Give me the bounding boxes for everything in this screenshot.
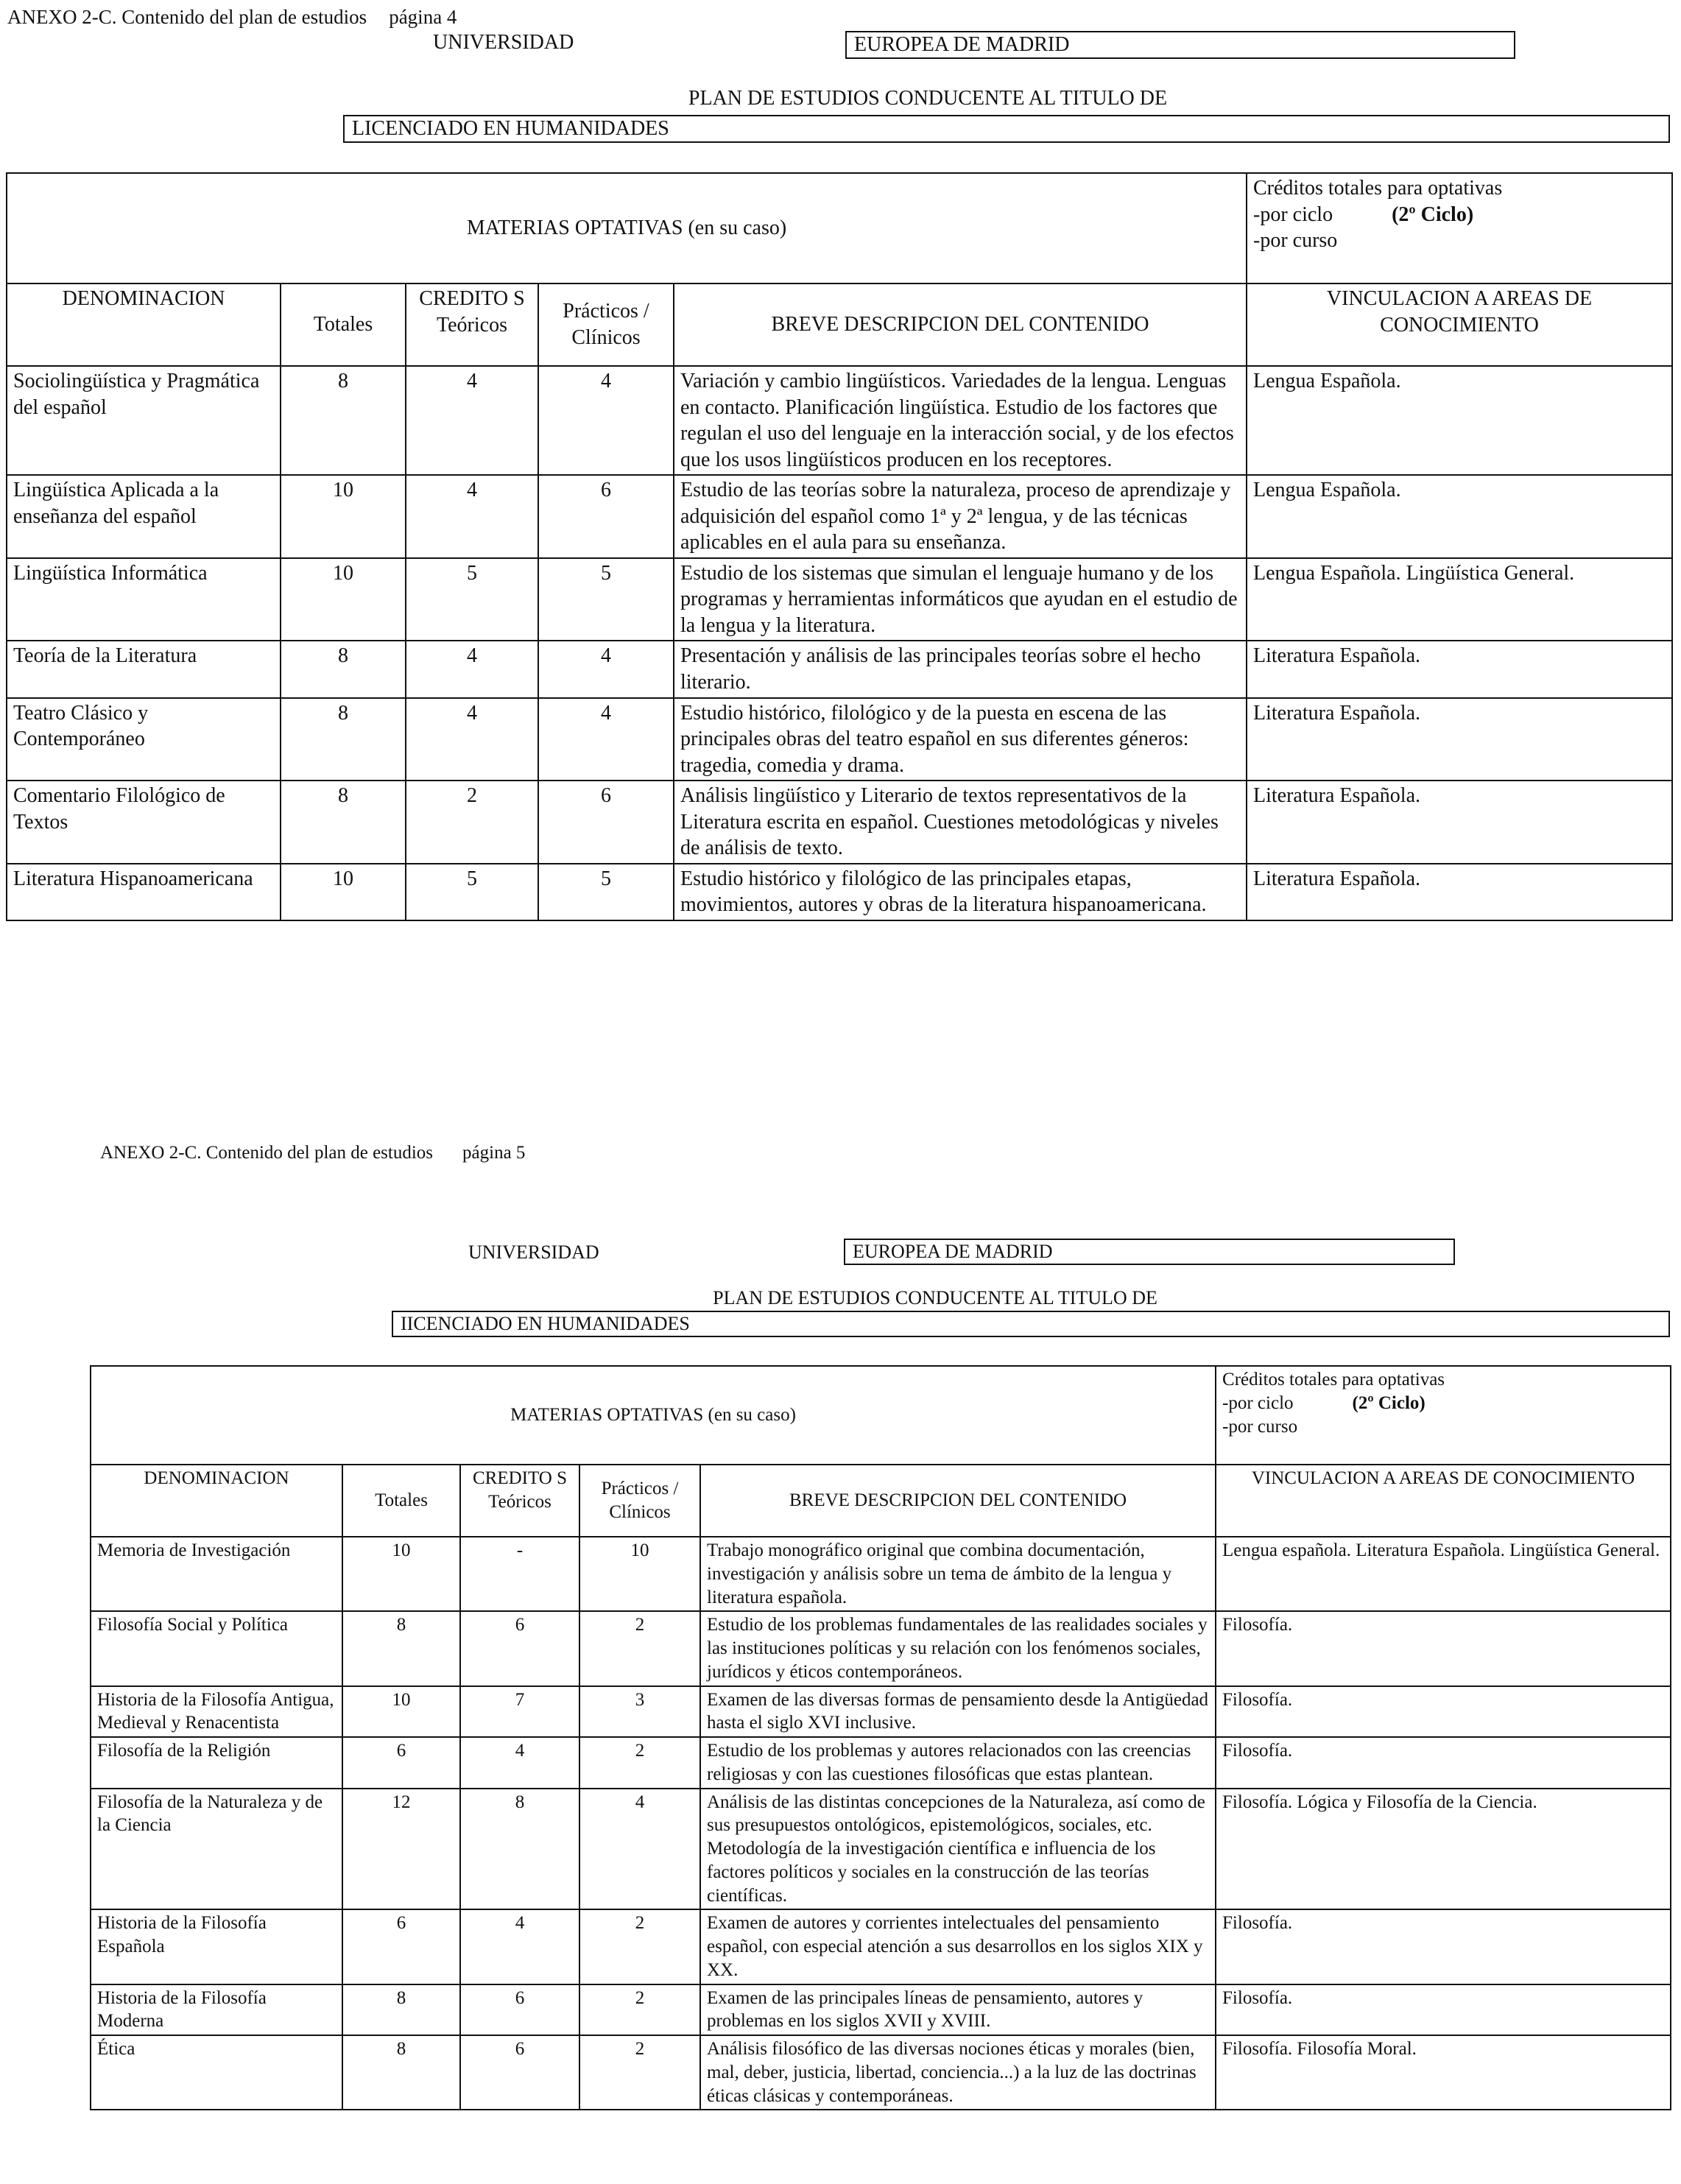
credits-theoretical: 6 — [460, 2035, 579, 2110]
table-row — [91, 1537, 1671, 1611]
credits-practical: 2 — [579, 2035, 700, 2110]
col-descripcion: BREVE DESCRIPCION DEL CONTENIDO — [700, 1465, 1216, 1537]
creditos-totales: Créditos totales para optativas -por ciclo (2º Ciclo) -por curso — [1247, 173, 1672, 283]
col-vinculacion: VINCULACION A AREAS DE CONOCIMIENTO — [1216, 1465, 1671, 1537]
col-denominacion: DENOMINACION — [7, 283, 281, 366]
subject-name: Sociolingüística y Pragmática del español — [7, 366, 281, 475]
credits-total: 10 — [342, 1686, 460, 1738]
table-row — [91, 1737, 1671, 1789]
materias-title: MATERIAS OPTATIVAS (en su caso) — [91, 1366, 1216, 1465]
annex-title: ANEXO 2-C. Contenido del plan de estudios página 5 — [100, 1143, 526, 1163]
subject-name: Filosofía de la Naturaleza y de la Ciencia — [91, 1789, 342, 1910]
subject-description: Examen de autores y corrientes intelectuales del pensamiento español, con especial atención a sus desarrollos en los siglos XIX y XX. — [700, 1909, 1216, 1984]
knowledge-area: Filosofía. — [1216, 1909, 1671, 1984]
knowledge-area: Literatura Española. — [1247, 781, 1672, 864]
materias-title: MATERIAS OPTATIVAS (en su caso) — [7, 173, 1247, 283]
subject-description: Variación y cambio lingüísticos. Variedades de la lengua. Lenguas en contacto. Planificación lingüística. Estudio de los factores que regulan el uso del lenguaje en la interacción social, y de los efectos que los usos lingüísticos producen en los receptores. — [674, 366, 1247, 475]
credits-practical: 6 — [538, 781, 674, 864]
plan-label: PLAN DE ESTUDIOS CONDUCENTE AL TITULO DE — [713, 1287, 1157, 1308]
credits-theoretical: - — [460, 1537, 579, 1611]
subject-name: Teatro Clásico y Contemporáneo — [7, 698, 281, 781]
subject-description: Examen de las diversas formas de pensamiento desde la Antigüedad hasta el siglo XVI inclusive. — [700, 1686, 1216, 1738]
degree-box: IICENCIADO EN HUMANIDADES — [392, 1311, 1670, 1337]
subject-description: Estudio de los problemas fundamentales de las realidades sociales y las instituciones políticas y su relación con los fenómenos sociales, jurídicos y éticos contemporáneos. — [700, 1611, 1216, 1685]
credits-theoretical: 8 — [460, 1789, 579, 1910]
university-label: UNIVERSIDAD — [433, 31, 574, 54]
subject-name: Historia de la Filosofía Antigua, Medieval y Renacentista — [91, 1686, 342, 1738]
knowledge-area: Lengua española. Literatura Española. Lingüística General. — [1216, 1537, 1671, 1611]
subjects-table — [6, 172, 1673, 921]
table-row — [7, 781, 1672, 864]
knowledge-area: Filosofía. — [1216, 1737, 1671, 1789]
table-row — [91, 2035, 1671, 2110]
col-practicos: Prácticos / Clínicos — [538, 283, 674, 366]
col-vinculacion: VINCULACION A AREAS DE CONOCIMIENTO — [1247, 283, 1672, 366]
knowledge-area: Literatura Española. — [1247, 641, 1672, 697]
table-row — [91, 1611, 1671, 1685]
subject-name: Filosofía de la Religión — [91, 1737, 342, 1789]
table-row — [7, 366, 1672, 475]
table-row — [7, 698, 1672, 781]
table-row — [7, 641, 1672, 697]
credits-total: 8 — [281, 641, 406, 697]
ciclo-label: (2º Ciclo) — [1392, 202, 1474, 226]
knowledge-area: Filosofía. — [1216, 1611, 1671, 1685]
credits-theoretical: 4 — [406, 475, 538, 558]
subject-description: Análisis de las distintas concepciones de la Naturaleza, así como de sus presupuestos ontológicos, epistemológicos, sociales, etc. Metodología de la investigación científica e influencia de los factores políticos y sociales en la construcción de las teorías científicas. — [700, 1789, 1216, 1910]
credits-theoretical: 4 — [406, 366, 538, 475]
credits-practical: 5 — [538, 558, 674, 641]
table-row — [91, 1686, 1671, 1738]
credits-total: 12 — [342, 1789, 460, 1910]
credits-theoretical: 4 — [406, 698, 538, 781]
subject-name: Lingüística Informática — [7, 558, 281, 641]
col-totales: Totales — [342, 1465, 460, 1537]
credits-practical: 6 — [538, 475, 674, 558]
col-descripcion: BREVE DESCRIPCION DEL CONTENIDO — [674, 283, 1247, 366]
credits-theoretical: 7 — [460, 1686, 579, 1738]
degree-box: LICENCIADO EN HUMANIDADES — [343, 115, 1670, 143]
credits-theoretical: 6 — [460, 1984, 579, 2036]
col-denominacion: DENOMINACION — [91, 1465, 342, 1537]
credits-practical: 2 — [579, 1611, 700, 1685]
page-4 — [0, 0, 1681, 1016]
subject-description: Presentación y análisis de las principales teorías sobre el hecho literario. — [674, 641, 1247, 697]
table-row — [7, 864, 1672, 920]
subject-name: Historia de la Filosofía Moderna — [91, 1984, 342, 2036]
plan-label: PLAN DE ESTUDIOS CONDUCENTE AL TITULO DE — [688, 87, 1168, 110]
subject-name: Comentario Filológico de Textos — [7, 781, 281, 864]
col-totales: Totales — [281, 283, 406, 366]
credits-theoretical: 4 — [460, 1737, 579, 1789]
credits-theoretical: 4 — [460, 1909, 579, 1984]
credits-practical: 5 — [538, 864, 674, 920]
subject-name: Teoría de la Literatura — [7, 641, 281, 697]
col-practicos: Prácticos / Clínicos — [579, 1465, 700, 1537]
subject-description: Estudio de los problemas y autores relacionados con las creencias religiosas y con las cuestiones filosóficas que estas plantean. — [700, 1737, 1216, 1789]
subjects-table — [90, 1365, 1671, 2110]
subject-description: Análisis filosófico de las diversas nociones éticas y morales (bien, mal, deber, justicia, libertad, conciencia...) a la luz de las doctrinas éticas clásicas y contemporáneas. — [700, 2035, 1216, 2110]
creditos-totales: Créditos totales para optativas -por ciclo (2º Ciclo) -por curso — [1216, 1366, 1671, 1465]
knowledge-area: Filosofía. Lógica y Filosofía de la Ciencia. — [1216, 1789, 1671, 1910]
table-row — [91, 1789, 1671, 1910]
credits-practical: 4 — [538, 366, 674, 475]
credits-total: 8 — [281, 698, 406, 781]
knowledge-area: Literatura Española. — [1247, 864, 1672, 920]
page-number: página 5 — [462, 1143, 526, 1163]
knowledge-area: Lengua Española. — [1247, 366, 1672, 475]
credits-total: 6 — [342, 1737, 460, 1789]
credits-theoretical: 2 — [406, 781, 538, 864]
col-teoricos: CREDITO S Teóricos — [460, 1465, 579, 1537]
subject-description: Examen de las principales líneas de pensamiento, autores y problemas en los siglos XVII y XVIII. — [700, 1984, 1216, 2036]
ciclo-label: (2º Ciclo) — [1352, 1392, 1425, 1413]
university-name-box: EUROPEA DE MADRID — [844, 1239, 1455, 1265]
credits-total: 6 — [342, 1909, 460, 1984]
credits-total: 10 — [281, 864, 406, 920]
knowledge-area: Lengua Española. Lingüística General. — [1247, 558, 1672, 641]
credits-practical: 4 — [579, 1789, 700, 1910]
credits-total: 10 — [342, 1537, 460, 1611]
credits-total: 10 — [281, 558, 406, 641]
subject-description: Estudio histórico, filológico y de la puesta en escena de las principales obras del teatro español en sus diferentes géneros: tragedia, comedia y drama. — [674, 698, 1247, 781]
subject-name: Filosofía Social y Política — [91, 1611, 342, 1685]
credits-total: 8 — [281, 781, 406, 864]
credits-total: 8 — [281, 366, 406, 475]
subject-description: Análisis lingüístico y Literario de textos representativos de la Literatura escrita en español. Cuestiones metodológicas y niveles de análisis de texto. — [674, 781, 1247, 864]
table-row — [91, 1909, 1671, 1984]
knowledge-area: Filosofía. Filosofía Moral. — [1216, 2035, 1671, 2110]
knowledge-area: Lengua Española. — [1247, 475, 1672, 558]
credits-theoretical: 4 — [406, 641, 538, 697]
credits-practical: 3 — [579, 1686, 700, 1738]
table-row — [91, 1984, 1671, 2036]
credits-total: 8 — [342, 1611, 460, 1685]
university-label: UNIVERSIDAD — [468, 1241, 599, 1263]
knowledge-area: Literatura Española. — [1247, 698, 1672, 781]
subject-description: Trabajo monográfico original que combina documentación, investigación y análisis sobre un tema de ámbito de la lengua y literatura española. — [700, 1537, 1216, 1611]
subject-name: Literatura Hispanoamericana — [7, 864, 281, 920]
credits-practical: 4 — [538, 641, 674, 697]
university-name-box: EUROPEA DE MADRID — [845, 31, 1515, 59]
table-row — [7, 475, 1672, 558]
subject-name: Memoria de Investigación — [91, 1537, 342, 1611]
page-5 — [0, 1134, 1681, 2184]
credits-total: 8 — [342, 2035, 460, 2110]
credits-theoretical: 5 — [406, 864, 538, 920]
subject-name: Lingüística Aplicada a la enseñanza del español — [7, 475, 281, 558]
credits-total: 10 — [281, 475, 406, 558]
subject-description: Estudio histórico y filológico de las principales etapas, movimientos, autores y obras de la literatura hispanoamericana. — [674, 864, 1247, 920]
table-row — [7, 558, 1672, 641]
page-number: página 4 — [389, 6, 457, 28]
knowledge-area: Filosofía. — [1216, 1686, 1671, 1738]
subject-description: Estudio de los sistemas que simulan el lenguaje humano y de los programas y herramientas informáticos que ayudan en el estudio de la lengua y la literatura. — [674, 558, 1247, 641]
credits-total: 8 — [342, 1984, 460, 2036]
subject-name: Historia de la Filosofía Española — [91, 1909, 342, 1984]
credits-practical: 2 — [579, 1737, 700, 1789]
credits-practical: 2 — [579, 1909, 700, 1984]
credits-theoretical: 6 — [460, 1611, 579, 1685]
credits-practical: 4 — [538, 698, 674, 781]
subject-name: Ética — [91, 2035, 342, 2110]
credits-practical: 2 — [579, 1984, 700, 2036]
col-teoricos: CREDITO S Teóricos — [406, 283, 538, 366]
subject-description: Estudio de las teorías sobre la naturaleza, proceso de aprendizaje y adquisición del español como 1ª y 2ª lengua, y de las técnicas aplicables en el aula para su enseñanza. — [674, 475, 1247, 558]
credits-practical: 10 — [579, 1537, 700, 1611]
credits-theoretical: 5 — [406, 558, 538, 641]
annex-title: ANEXO 2-C. Contenido del plan de estudios página 4 — [7, 6, 457, 28]
knowledge-area: Filosofía. — [1216, 1984, 1671, 2036]
